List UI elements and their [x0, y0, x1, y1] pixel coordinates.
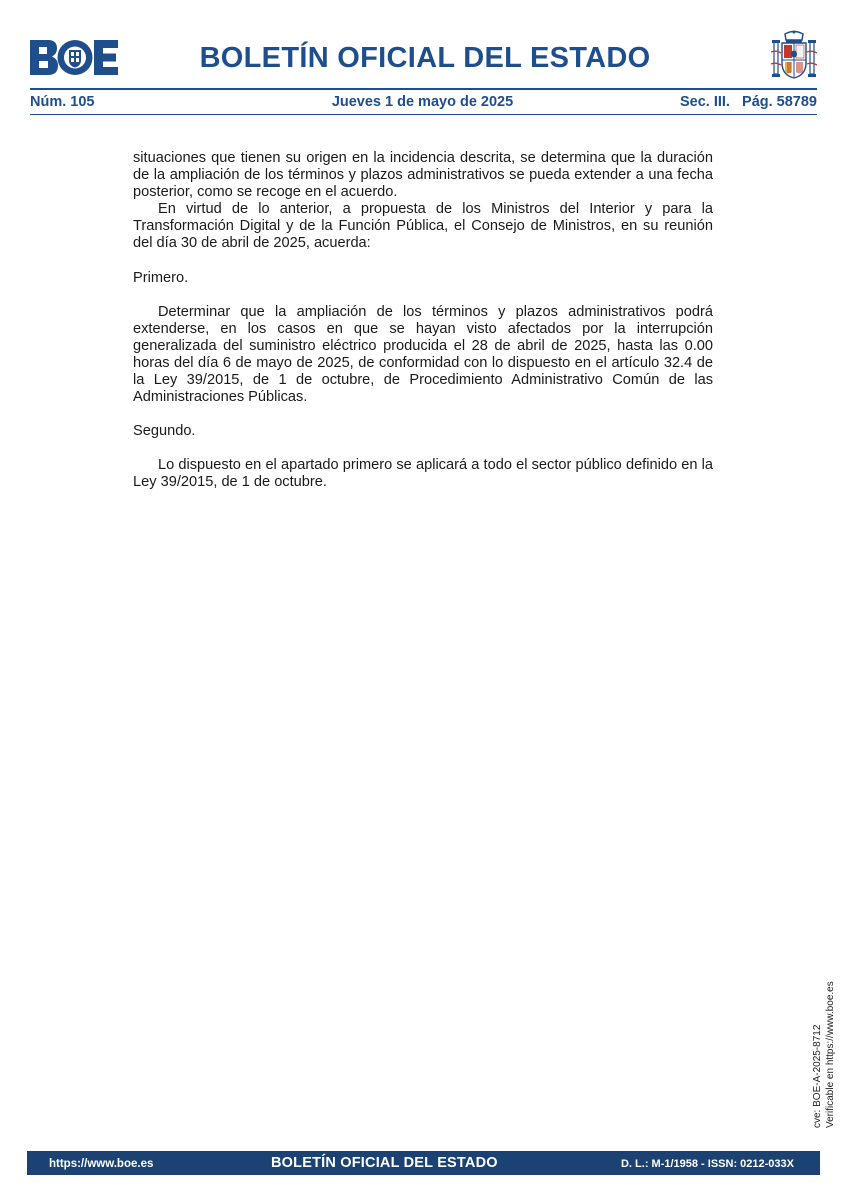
article-heading-first: Primero. [133, 269, 189, 286]
issue-number: Núm. 105 [30, 94, 95, 110]
cve-code: cve: BOE-A-2025-8712 [812, 1024, 823, 1128]
bulletin-title: BOLETÍN OFICIAL DEL ESTADO [199, 42, 651, 74]
article-heading-second: Segundo. [133, 423, 196, 440]
coat-of-arms-icon [771, 30, 817, 80]
header-rule-top [30, 88, 817, 90]
document-body [133, 150, 713, 492]
paragraph-resolution-intro: En virtud de lo anterior, a propuesta de los Ministros del Interior y para la Transformación Digital y de la Función Pública, el Consejo de Ministros, en su reunión del día 30 de abril de 2025, acuerda: [133, 201, 713, 252]
paragraph-first: Determinar que la ampliación de los términos y plazos administrativos podrá extenderse, en los casos en que se hayan visto afectados por la interrupción generalizada del suministro eléctrico producida el 28 de abril de 2025, hasta las 0.00 horas del día 6 de mayo de 2025, de conformidad con lo dispuesto en el artículo 32.4 de la Ley 39/2015, de 1 de octubre, de Procedimiento Administrativo Común de las Administraciones Públicas. [133, 303, 713, 406]
footer-url-link[interactable]: https://www.boe.es [49, 1158, 154, 1170]
paragraph-second: Lo dispuesto en el apartado primero se aplicará a todo el sector público definido en la Ley 39/2015, de 1 de octubre. [133, 457, 713, 491]
cve-verification [811, 981, 837, 1128]
issue-date: Jueves 1 de mayo de 2025 [331, 94, 514, 110]
footer-legal-info: D. L.: M-1/1958 - ISSN: 0212-033X [620, 1158, 794, 1170]
footer-title: BOLETÍN OFICIAL DEL ESTADO [271, 1155, 498, 1171]
verification-link[interactable]: Verificable en https://www.boe.es [825, 981, 836, 1128]
paragraph-continuation: situaciones que tienen su origen en la incidencia descrita, se determina que la duración de la ampliación de los términos y plazos administrativos se pueda extender a una fecha posterior, como se recoge en el acuerdo. [133, 150, 713, 201]
footer-bar [27, 1151, 820, 1175]
header-rule-bottom [30, 114, 817, 115]
section-page: Sec. III. Pág. 58789 [679, 94, 817, 110]
boe-logo [30, 40, 118, 75]
